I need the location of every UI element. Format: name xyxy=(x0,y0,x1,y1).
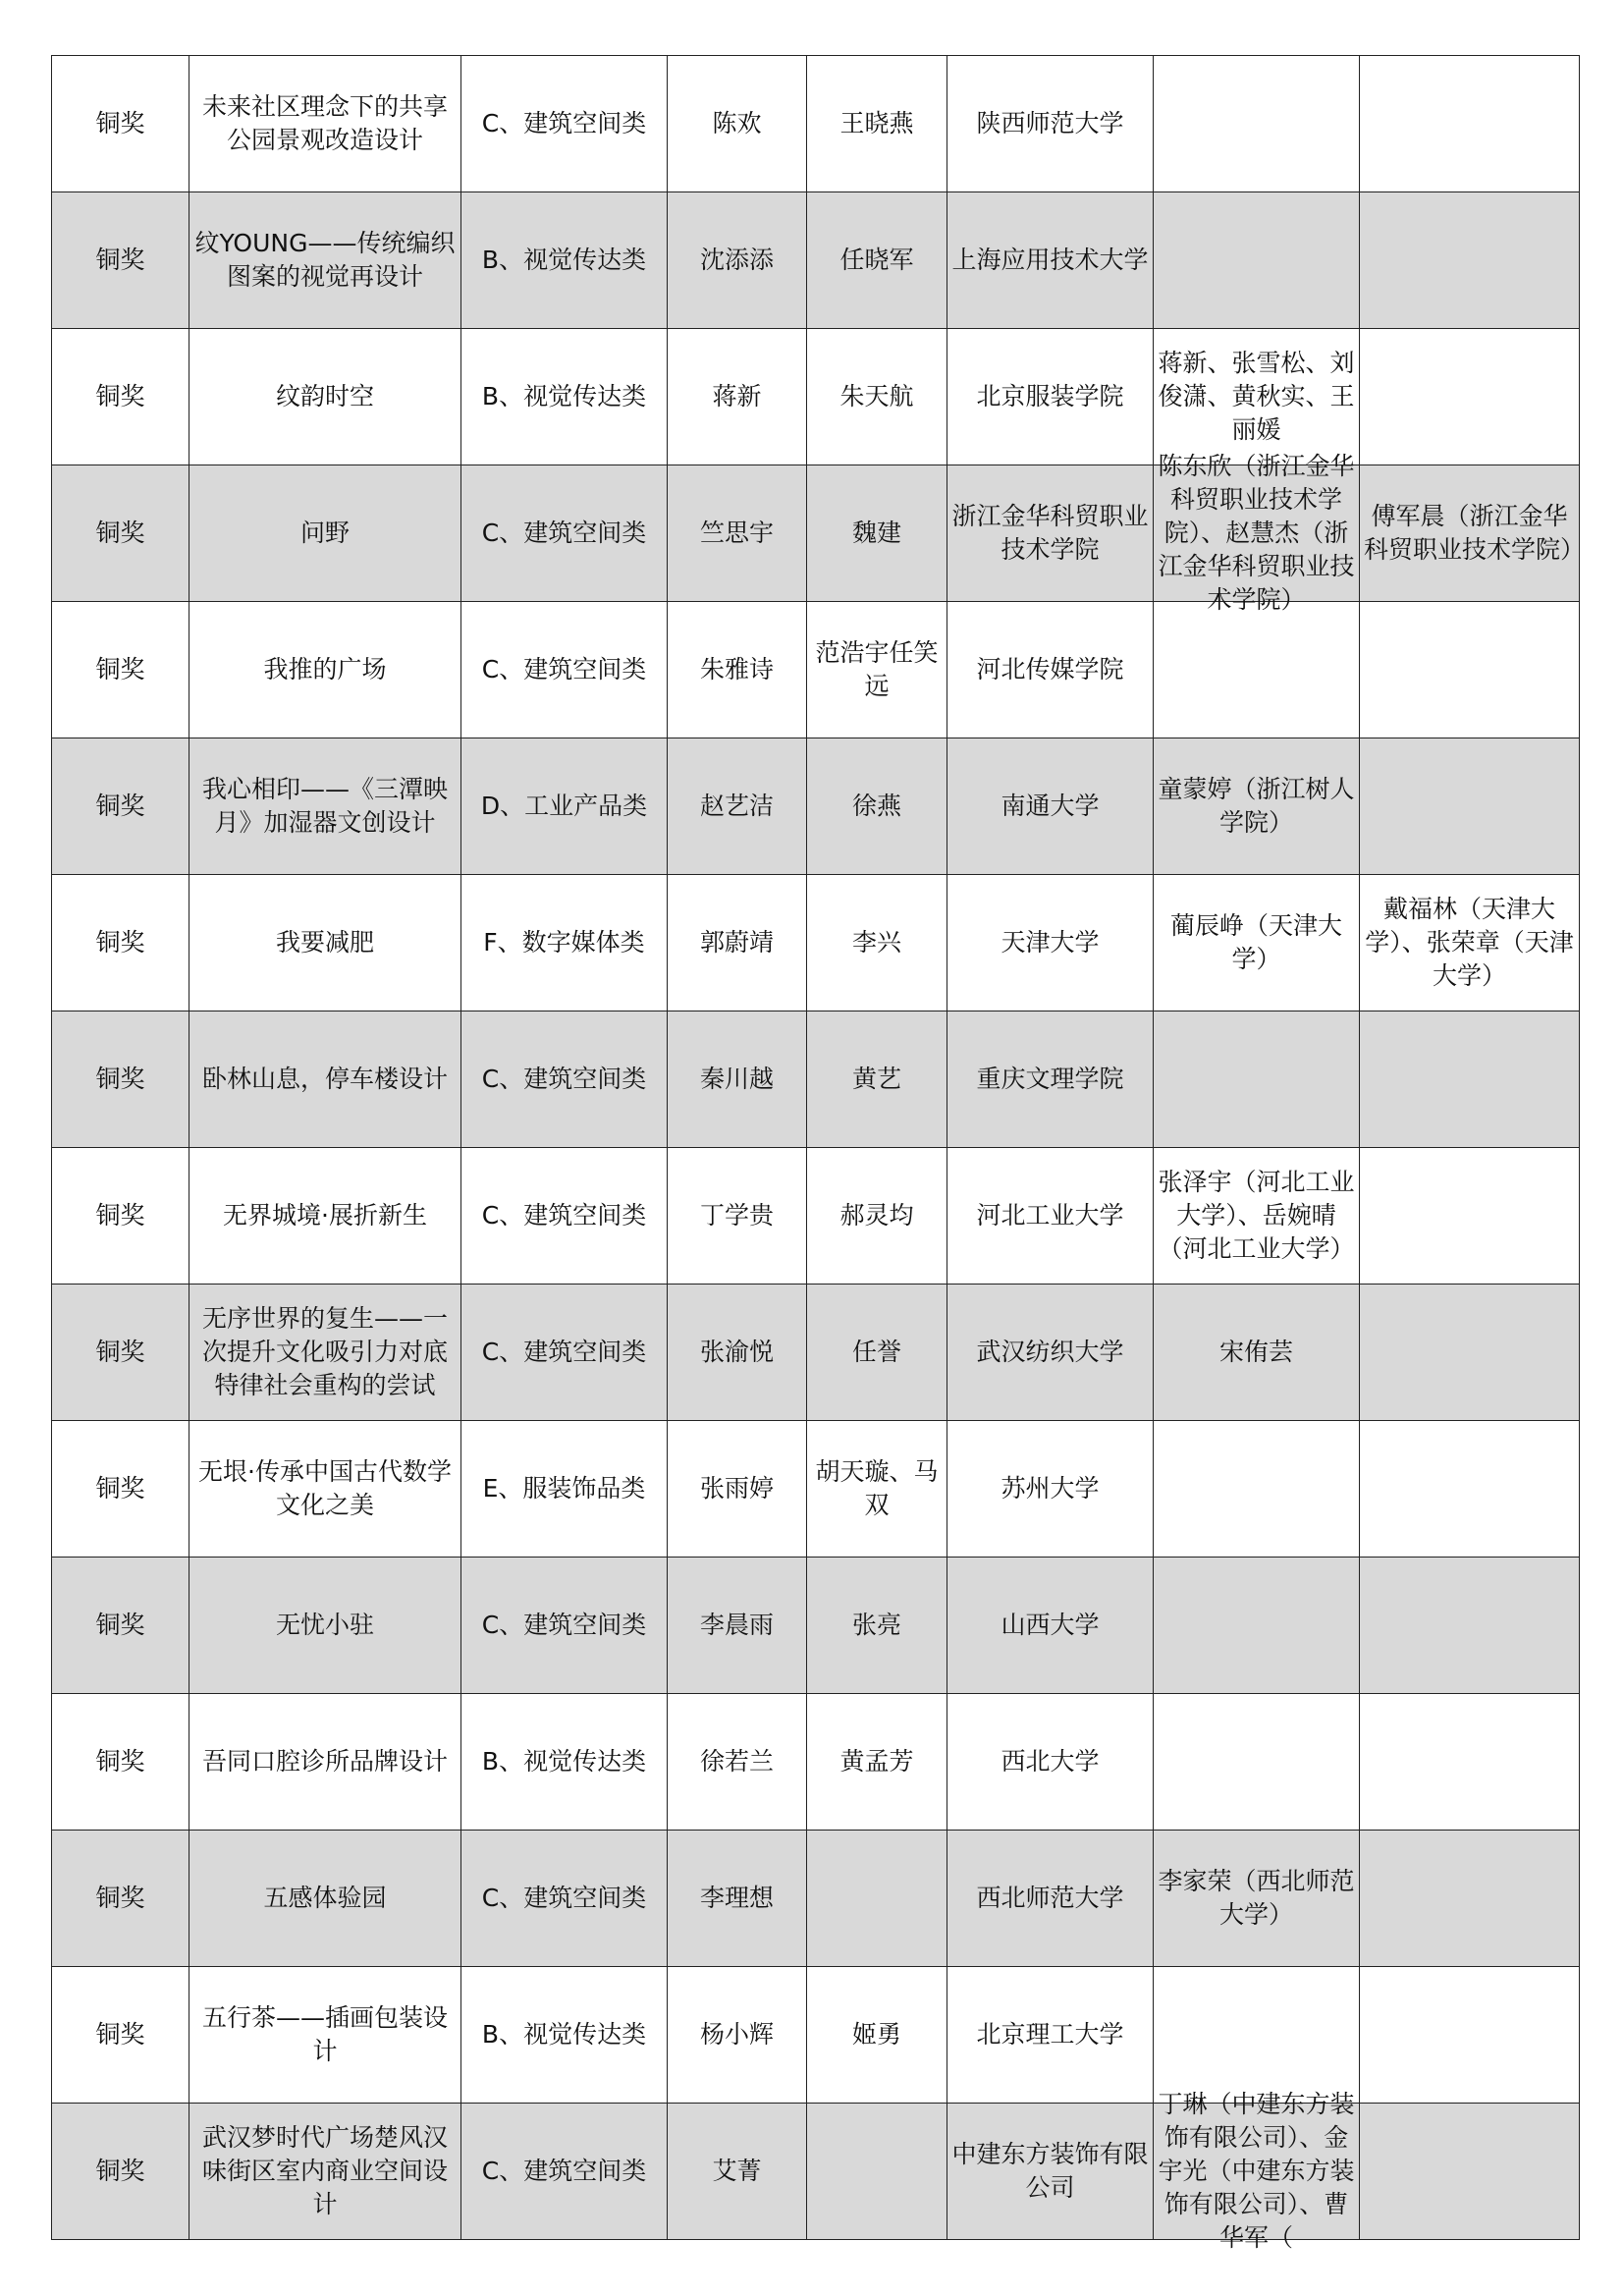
teacher-cell-text: 任晓军 xyxy=(839,246,914,274)
member-cell-text: 蔺辰峥（天津大学） xyxy=(1169,911,1342,973)
category-cell xyxy=(461,1967,668,2104)
teacher-cell xyxy=(807,1694,947,1831)
advisor-cell-text: 傅军晨（浙江金华科贸职业技术学院） xyxy=(1364,502,1586,564)
category-cell xyxy=(461,1148,668,1285)
school-cell xyxy=(947,738,1154,875)
award-cell xyxy=(52,1694,189,1831)
school-cell-text: 山西大学 xyxy=(1001,1611,1100,1639)
title-cell xyxy=(189,738,461,875)
teacher-cell-text: 李兴 xyxy=(851,928,901,957)
title-cell-text: 无界城境·展折新生 xyxy=(223,1201,427,1230)
category-cell-text: B、视觉传达类 xyxy=(481,2020,647,2049)
teacher-cell-text: 徐燕 xyxy=(851,792,901,820)
school-cell-text: 陕西师范大学 xyxy=(976,109,1124,137)
title-cell-text: 无垠·传承中国古代数学文化之美 xyxy=(198,1457,452,1519)
title-cell xyxy=(189,1421,461,1558)
award-cell-text: 铜奖 xyxy=(95,792,145,820)
member-cell xyxy=(1154,1421,1360,1558)
category-cell xyxy=(461,192,668,329)
author-cell xyxy=(668,56,807,192)
category-cell-text: C、建筑空间类 xyxy=(481,109,647,137)
table-row xyxy=(52,1011,1580,1148)
advisor-cell xyxy=(1360,1148,1580,1285)
member-cell xyxy=(1154,602,1360,738)
member-cell-text: 童蒙婷（浙江树人学院） xyxy=(1158,775,1355,837)
school-cell xyxy=(947,1148,1154,1285)
teacher-cell-text: 胡天璇、马双 xyxy=(815,1457,939,1519)
teacher-cell-text: 黄艺 xyxy=(851,1065,901,1093)
member-cell xyxy=(1154,1148,1360,1285)
awards-table xyxy=(51,55,1586,2252)
school-cell-text: 武汉纺织大学 xyxy=(976,1338,1124,1366)
member-cell xyxy=(1154,1694,1360,1831)
table-body xyxy=(52,56,1586,2252)
category-cell-text: B、视觉传达类 xyxy=(481,246,647,274)
author-cell xyxy=(668,1011,807,1148)
award-cell xyxy=(52,2104,189,2240)
category-cell-text: E、服装饰品类 xyxy=(482,1474,646,1503)
advisor-cell xyxy=(1360,602,1580,738)
teacher-cell-text: 王晓燕 xyxy=(839,109,914,137)
school-cell-text: 河北工业大学 xyxy=(976,1201,1124,1230)
teacher-cell-text: 任誉 xyxy=(851,1338,901,1366)
title-cell-text: 未来社区理念下的共享公园景观改造设计 xyxy=(201,92,448,154)
teacher-cell-text: 范浩宇任笑远 xyxy=(815,638,939,700)
school-cell xyxy=(947,602,1154,738)
table-row xyxy=(52,1285,1580,1421)
member-cell xyxy=(1154,192,1360,329)
title-cell xyxy=(189,875,461,1011)
award-cell xyxy=(52,56,189,192)
advisor-cell-text: 戴福林（天津大学）、张荣章（天津大学） xyxy=(1365,895,1574,990)
author-cell-text: 竺思宇 xyxy=(699,519,774,547)
table-row xyxy=(52,1558,1580,1694)
member-cell-text: 宋侑芸 xyxy=(1218,1338,1293,1366)
category-cell-text: C、建筑空间类 xyxy=(481,655,647,683)
member-cell xyxy=(1154,56,1360,192)
author-cell xyxy=(668,1421,807,1558)
award-cell xyxy=(52,1011,189,1148)
member-cell xyxy=(1154,1967,1360,2104)
category-cell-text: C、建筑空间类 xyxy=(481,1884,647,1912)
author-cell xyxy=(668,1967,807,2104)
table-row xyxy=(52,1831,1580,1967)
school-cell-text: 浙江金华科贸职业技术学院 xyxy=(951,502,1149,564)
author-cell xyxy=(668,1285,807,1421)
member-cell xyxy=(1154,1285,1360,1421)
author-cell-text: 蒋新 xyxy=(712,382,762,410)
member-cell xyxy=(1154,1558,1360,1694)
author-cell-text: 郭蔚靖 xyxy=(699,928,774,957)
title-cell xyxy=(189,329,461,465)
table-row xyxy=(52,1421,1580,1558)
member-cell-text: 张泽宇（河北工业大学）、岳婉晴（河北工业大学） xyxy=(1158,1168,1355,1263)
category-cell-text: C、建筑空间类 xyxy=(481,519,647,547)
author-cell-text: 陈欢 xyxy=(712,109,762,137)
award-cell-text: 铜奖 xyxy=(95,1338,145,1366)
award-cell-text: 铜奖 xyxy=(95,1611,145,1639)
category-cell xyxy=(461,1831,668,1967)
advisor-cell xyxy=(1360,1011,1580,1148)
category-cell-text: C、建筑空间类 xyxy=(481,1065,647,1093)
award-cell-text: 铜奖 xyxy=(95,109,145,137)
school-cell-text: 西北大学 xyxy=(1001,1747,1100,1776)
table-row xyxy=(52,465,1580,602)
category-cell xyxy=(461,1558,668,1694)
award-cell-text: 铜奖 xyxy=(95,2020,145,2049)
title-cell xyxy=(189,1831,461,1967)
school-cell-text: 上海应用技术大学 xyxy=(951,246,1149,274)
title-cell-text: 五行茶——插画包装设计 xyxy=(201,2003,448,2065)
award-cell xyxy=(52,1831,189,1967)
teacher-cell xyxy=(807,1285,947,1421)
teacher-cell-text: 姬勇 xyxy=(851,2020,901,2049)
teacher-cell xyxy=(807,2104,947,2240)
school-cell-text: 西北师范大学 xyxy=(976,1884,1124,1912)
school-cell xyxy=(947,1285,1154,1421)
advisor-cell xyxy=(1360,329,1580,465)
title-cell-text: 我心相印——《三潭映月》加湿器文创设计 xyxy=(201,775,448,837)
author-cell xyxy=(668,192,807,329)
member-cell-text: 蒋新、张雪松、刘俊潇、黄秋实、王丽媛 xyxy=(1158,349,1355,444)
title-cell xyxy=(189,1148,461,1285)
teacher-cell xyxy=(807,875,947,1011)
award-cell xyxy=(52,1285,189,1421)
author-cell xyxy=(668,738,807,875)
category-cell-text: D、工业产品类 xyxy=(480,792,648,820)
school-cell-text: 苏州大学 xyxy=(1001,1474,1100,1503)
advisor-cell xyxy=(1360,465,1586,602)
award-cell xyxy=(52,1558,189,1694)
title-cell-text: 无忧小驻 xyxy=(275,1611,374,1639)
school-cell-text: 天津大学 xyxy=(1001,928,1100,957)
advisor-cell xyxy=(1360,738,1580,875)
title-cell xyxy=(189,1558,461,1694)
author-cell-text: 朱雅诗 xyxy=(699,655,774,683)
author-cell-text: 李理想 xyxy=(699,1884,774,1912)
title-cell xyxy=(189,465,461,602)
title-cell xyxy=(189,1694,461,1831)
award-cell xyxy=(52,465,189,602)
author-cell xyxy=(668,1694,807,1831)
title-cell xyxy=(189,1285,461,1421)
author-cell-text: 赵艺洁 xyxy=(699,792,774,820)
member-cell xyxy=(1154,875,1360,1011)
category-cell xyxy=(461,2104,668,2240)
school-cell xyxy=(947,1967,1154,2104)
member-cell xyxy=(1154,452,1360,614)
member-cell xyxy=(1154,1011,1360,1148)
member-cell xyxy=(1154,2090,1360,2252)
school-cell xyxy=(947,875,1154,1011)
title-cell-text: 纹韵时空 xyxy=(275,382,374,410)
title-cell-text: 纹YOUNG——传统编织图案的视觉再设计 xyxy=(194,229,456,291)
table-row xyxy=(52,1694,1580,1831)
award-cell-text: 铜奖 xyxy=(95,519,145,547)
title-cell-text: 吾同口腔诊所品牌设计 xyxy=(201,1747,448,1776)
award-cell xyxy=(52,329,189,465)
award-cell-text: 铜奖 xyxy=(95,382,145,410)
title-cell xyxy=(189,602,461,738)
teacher-cell xyxy=(807,602,947,738)
teacher-cell xyxy=(807,738,947,875)
author-cell-text: 艾菁 xyxy=(712,2157,762,2185)
school-cell xyxy=(947,1011,1154,1148)
author-cell-text: 徐若兰 xyxy=(699,1747,774,1776)
award-cell xyxy=(52,192,189,329)
school-cell-text: 北京服装学院 xyxy=(976,382,1124,410)
title-cell xyxy=(189,1011,461,1148)
member-cell xyxy=(1154,738,1360,875)
table-row xyxy=(52,329,1580,465)
award-cell-text: 铜奖 xyxy=(95,1201,145,1230)
school-cell xyxy=(947,1694,1154,1831)
category-cell xyxy=(461,1694,668,1831)
author-cell-text: 张雨婷 xyxy=(699,1474,774,1503)
award-cell xyxy=(52,1967,189,2104)
author-cell xyxy=(668,329,807,465)
teacher-cell xyxy=(807,1011,947,1148)
title-cell-text: 武汉梦时代广场楚风汉味街区室内商业空间设计 xyxy=(201,2123,448,2218)
school-cell xyxy=(947,192,1154,329)
award-cell-text: 铜奖 xyxy=(95,246,145,274)
table-row xyxy=(52,738,1580,875)
table-row xyxy=(52,1148,1580,1285)
award-cell xyxy=(52,1421,189,1558)
category-cell-text: C、建筑空间类 xyxy=(481,2157,647,2185)
advisor-cell xyxy=(1360,1831,1580,1967)
teacher-cell xyxy=(807,1421,947,1558)
title-cell-text: 五感体验园 xyxy=(263,1884,387,1912)
category-cell xyxy=(461,602,668,738)
school-cell xyxy=(947,1421,1154,1558)
teacher-cell xyxy=(807,1831,947,1967)
award-cell-text: 铜奖 xyxy=(95,2157,145,2185)
author-cell-text: 秦川越 xyxy=(699,1065,774,1093)
award-cell-text: 铜奖 xyxy=(95,1884,145,1912)
school-cell xyxy=(947,2104,1154,2240)
category-cell xyxy=(461,738,668,875)
teacher-cell-text: 朱天航 xyxy=(839,382,914,410)
category-cell-text: F、数字媒体类 xyxy=(483,928,645,957)
table-row xyxy=(52,602,1580,738)
teacher-cell xyxy=(807,1558,947,1694)
award-cell xyxy=(52,738,189,875)
teacher-cell xyxy=(807,329,947,465)
school-cell-text: 中建东方装饰有限公司 xyxy=(951,2140,1149,2202)
title-cell xyxy=(189,56,461,192)
member-cell-text: 陈东欣（浙江金华科贸职业技术学院）、赵慧杰（浙江金华科贸职业技术学院） xyxy=(1158,452,1355,614)
school-cell xyxy=(947,1558,1154,1694)
title-cell-text: 我要减肥 xyxy=(275,928,374,957)
author-cell xyxy=(668,465,807,602)
advisor-cell xyxy=(1360,1967,1580,2104)
category-cell xyxy=(461,875,668,1011)
category-cell-text: C、建筑空间类 xyxy=(481,1201,647,1230)
table-row xyxy=(52,1967,1580,2104)
award-cell-text: 铜奖 xyxy=(95,928,145,957)
category-cell xyxy=(461,1011,668,1148)
teacher-cell-text: 魏建 xyxy=(851,519,901,547)
category-cell xyxy=(461,56,668,192)
category-cell xyxy=(461,465,668,602)
author-cell-text: 沈添添 xyxy=(699,246,774,274)
title-cell xyxy=(189,1967,461,2104)
title-cell-text: 无序世界的复生——一次提升文化吸引力对底特律社会重构的尝试 xyxy=(201,1304,448,1399)
school-cell-text: 河北传媒学院 xyxy=(976,655,1124,683)
advisor-cell xyxy=(1360,875,1580,1011)
school-cell xyxy=(947,56,1154,192)
category-cell-text: B、视觉传达类 xyxy=(481,382,647,410)
teacher-cell-text: 郝灵均 xyxy=(839,1201,914,1230)
author-cell-text: 杨小辉 xyxy=(699,2020,774,2049)
award-cell xyxy=(52,602,189,738)
table-row xyxy=(52,2104,1580,2240)
category-cell-text: B、视觉传达类 xyxy=(481,1747,647,1776)
school-cell xyxy=(947,465,1154,602)
school-cell xyxy=(947,329,1154,465)
advisor-cell xyxy=(1360,1421,1580,1558)
member-cell-text: 丁琳（中建东方装饰有限公司）、金宇光（中建东方装饰有限公司）、曹华军（ xyxy=(1158,2090,1355,2252)
title-cell-text: 卧林山息，停车楼设计 xyxy=(201,1065,448,1093)
category-cell xyxy=(461,1421,668,1558)
teacher-cell xyxy=(807,465,947,602)
author-cell xyxy=(668,2104,807,2240)
advisor-cell xyxy=(1360,2104,1580,2240)
advisor-cell xyxy=(1360,1694,1580,1831)
title-cell xyxy=(189,2104,461,2240)
category-cell xyxy=(461,1285,668,1421)
table-row xyxy=(52,56,1580,192)
author-cell xyxy=(668,1558,807,1694)
author-cell xyxy=(668,875,807,1011)
award-cell-text: 铜奖 xyxy=(95,655,145,683)
school-cell-text: 重庆文理学院 xyxy=(976,1065,1124,1093)
author-cell-text: 李晨雨 xyxy=(699,1611,774,1639)
school-cell-text: 北京理工大学 xyxy=(976,2020,1124,2049)
teacher-cell xyxy=(807,1148,947,1285)
table-row xyxy=(52,192,1580,329)
member-cell xyxy=(1154,1831,1360,1967)
school-cell-text: 南通大学 xyxy=(1001,792,1100,820)
category-cell-text: C、建筑空间类 xyxy=(481,1338,647,1366)
award-cell-text: 铜奖 xyxy=(95,1065,145,1093)
teacher-cell xyxy=(807,192,947,329)
teacher-cell-text: 黄孟芳 xyxy=(839,1747,914,1776)
author-cell xyxy=(668,1148,807,1285)
school-cell xyxy=(947,1831,1154,1967)
author-cell xyxy=(668,1831,807,1967)
advisor-cell xyxy=(1360,192,1580,329)
award-cell-text: 铜奖 xyxy=(95,1747,145,1776)
advisor-cell xyxy=(1360,56,1580,192)
category-cell xyxy=(461,329,668,465)
teacher-cell xyxy=(807,1967,947,2104)
title-cell-text: 我推的广场 xyxy=(263,655,387,683)
award-cell-text: 铜奖 xyxy=(95,1474,145,1503)
table-row xyxy=(52,875,1580,1011)
title-cell-text: 问野 xyxy=(299,519,350,547)
member-cell-text: 李家荣（西北师范大学） xyxy=(1158,1867,1355,1929)
category-cell-text: C、建筑空间类 xyxy=(481,1611,647,1639)
advisor-cell xyxy=(1360,1285,1580,1421)
title-cell xyxy=(189,192,461,329)
author-cell-text: 丁学贵 xyxy=(699,1201,774,1230)
teacher-cell-text: 张亮 xyxy=(851,1611,901,1639)
member-cell xyxy=(1154,329,1360,465)
advisor-cell xyxy=(1360,1558,1580,1694)
author-cell xyxy=(668,602,807,738)
award-cell xyxy=(52,875,189,1011)
award-cell xyxy=(52,1148,189,1285)
teacher-cell xyxy=(807,56,947,192)
author-cell-text: 张渝悦 xyxy=(699,1338,774,1366)
